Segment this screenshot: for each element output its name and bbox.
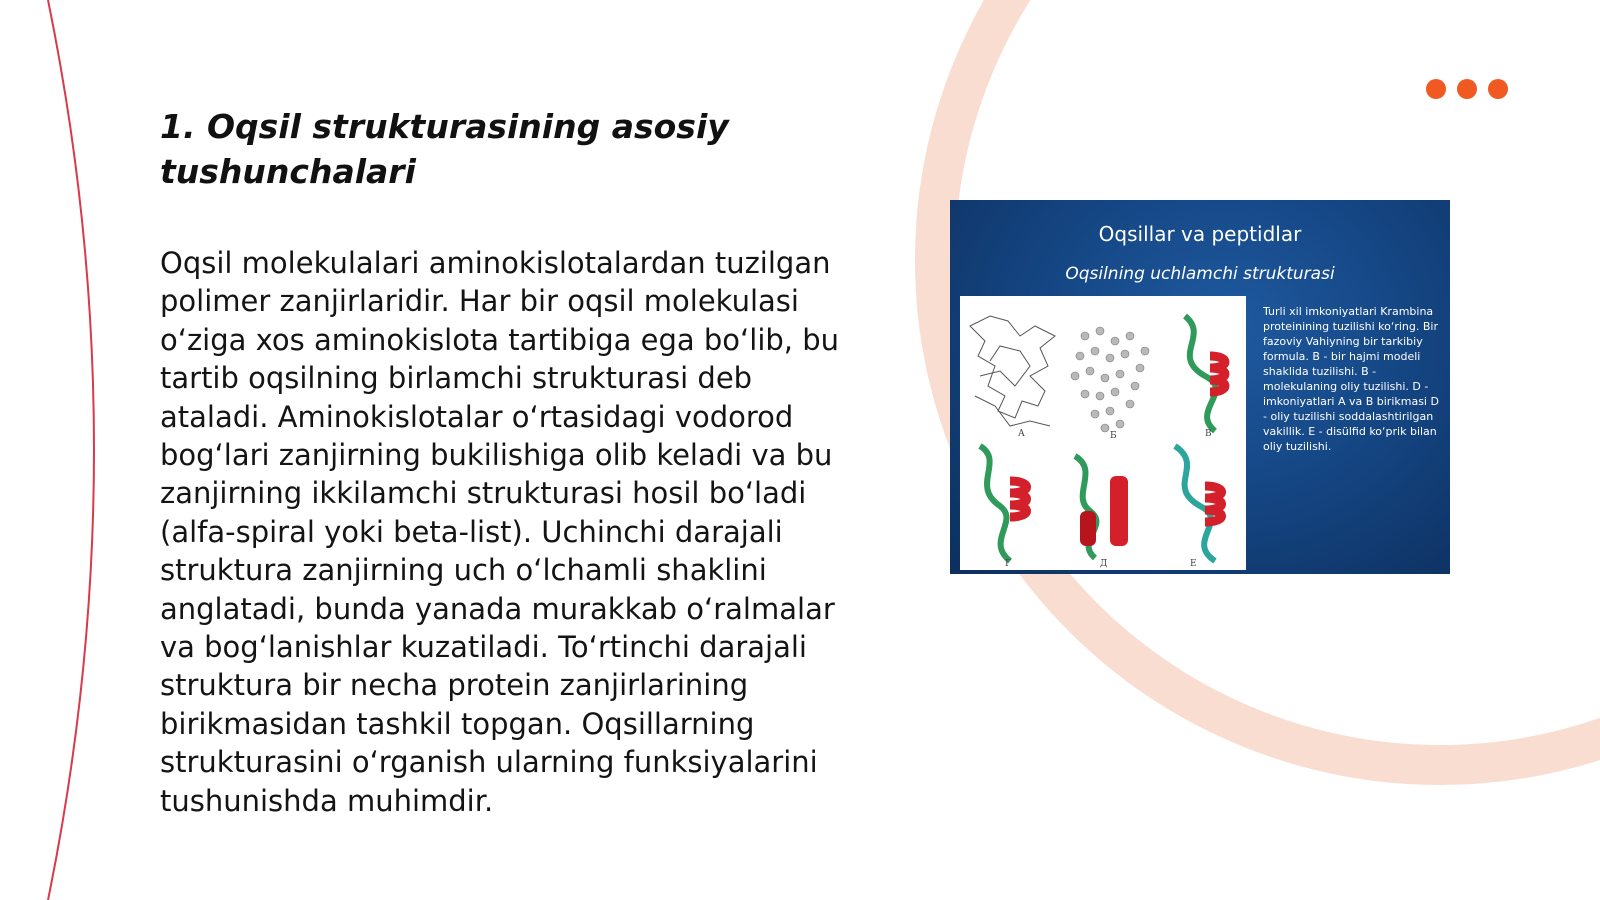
- cylinder-model-graphic: [1075, 456, 1128, 558]
- dot-icon: [1457, 79, 1477, 99]
- protein-models-image: [960, 296, 1246, 570]
- panel-label: В: [1205, 429, 1212, 439]
- ribbon-model-graphic: [1185, 316, 1225, 431]
- protein-models-illustration: [960, 296, 1246, 570]
- ribbon-model-graphic: [980, 446, 1027, 561]
- menu-dots-icon: [1426, 79, 1508, 99]
- panel-label: Д: [1100, 559, 1108, 569]
- dot-icon: [1426, 79, 1446, 99]
- panel-label: Е: [1190, 559, 1197, 569]
- figure-subtitle: Oqsilning uchlamchi strukturasi: [1065, 264, 1335, 284]
- figure-caption: Turli xil imkoniyatlari Krambina proteinining tuzilishi ko‘ring. Bir fazoviy Vahiyning bir tarkibiy formula. B - bir hajmi modeli shaklida tuzilishi. B - molekulaning oliy tuzilishi. D - imkoniyatlari A va B birikmasi D - oliy tuzilishi soddalashtirilgan vakillik. E - disülfid ko‘prik bilan oliy tuzilishi.: [1263, 305, 1439, 453]
- ribbon-model-graphic: [1175, 446, 1222, 561]
- panel-label: Г: [1005, 559, 1011, 569]
- figure-title: Oqsillar va peptidlar: [1098, 222, 1302, 246]
- panel-label: А: [1018, 429, 1025, 439]
- protein-structure-figure: [950, 200, 1450, 574]
- slide-title: 1. Oqsil strukturasining asosiy tushunchalari: [160, 107, 729, 191]
- left-border-line: [48, 0, 94, 900]
- panel-label: Б: [1110, 431, 1117, 441]
- slide-body-text: Oqsil molekulalari aminokislotalardan tuzilgan polimer zanjirlaridir. Har bir oqsil molekulasi o‘ziga xos aminokislota tartibiga ega bo‘lib, bu tartib oqsilning birlamchi strukturasi deb ataladi. Aminokislotalar o‘rtasidagi vodorod bog‘lari zanjirning bukilishiga olib keladi va bu zanjirning ikkilamchi strukturasi hosil bo‘ladi (alfa-spiral yoki beta-list). Uchinchi darajali struktura zanjirning uch o‘lchamli shaklini anglatadi, bunda yanada murakkab o‘ralmalar va bog‘lanishlar kuzatiladi. To‘rtinchi darajali struktura bir necha protein zanjirlarining birikmasidan tashkil topgan. Oqsillarning strukturasini o‘rganish ularning funksiyalarini tushunishda muhimdir.: [160, 246, 840, 818]
- ball-model-graphic: [1071, 327, 1149, 432]
- dot-icon: [1488, 79, 1508, 99]
- stick-model-graphic: [970, 316, 1055, 426]
